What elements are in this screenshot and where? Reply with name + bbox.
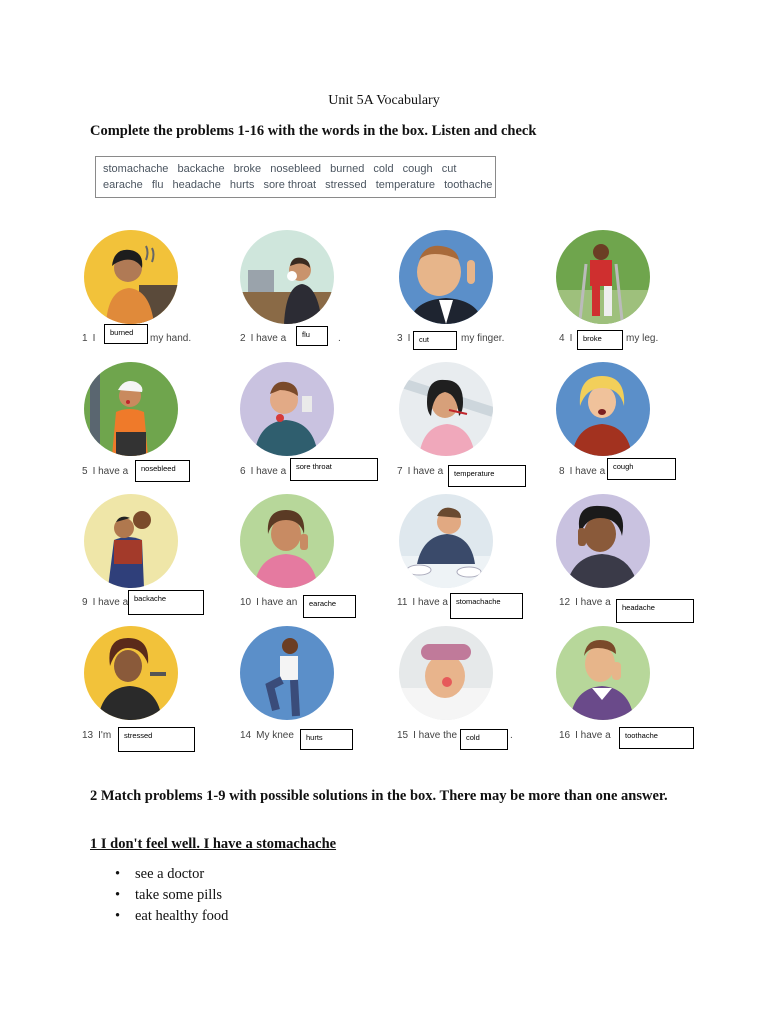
problem-10 bbox=[240, 597, 297, 608]
illustration-cough bbox=[556, 362, 650, 456]
problem-number: 11 bbox=[397, 597, 408, 608]
problem-7 bbox=[397, 466, 443, 477]
problem-text: I have a bbox=[412, 597, 448, 608]
illustration-burned-hand bbox=[84, 230, 178, 324]
illustration-knee-hurts bbox=[240, 626, 334, 720]
problem-15-after: . bbox=[510, 730, 513, 741]
illustration-sore-throat bbox=[240, 362, 334, 456]
word-box-word: cold bbox=[373, 163, 394, 175]
illustration-flu bbox=[240, 230, 334, 324]
answer-box-8[interactable]: cough bbox=[607, 458, 676, 480]
problem-1 bbox=[82, 333, 95, 344]
illustration-broken-leg bbox=[556, 230, 650, 324]
illustration-stomachache bbox=[399, 494, 493, 588]
problem-4-after: my leg. bbox=[626, 333, 659, 344]
illustration-cold bbox=[399, 626, 493, 720]
answer-box-11[interactable]: stomachache bbox=[450, 593, 523, 619]
exercise-2-instruction: 2 Match problems 1-9 with possible solutions in the box. There may be more than one answer. bbox=[90, 788, 668, 804]
problem-text: I have a bbox=[575, 730, 611, 741]
answer-box-3[interactable]: cut bbox=[413, 331, 457, 350]
answer-box-14[interactable]: hurts bbox=[300, 729, 353, 750]
illustration-cut-finger bbox=[399, 230, 493, 324]
answer-box-2[interactable]: flu bbox=[296, 326, 328, 346]
illustration-temperature bbox=[399, 362, 493, 456]
problem-text: I have a bbox=[250, 333, 287, 344]
answer-box-7[interactable]: temperature bbox=[448, 465, 526, 487]
problem-number: 4 bbox=[559, 333, 565, 344]
illustration-toothache bbox=[556, 626, 650, 720]
illustration-backache bbox=[84, 494, 178, 588]
solution-item bbox=[115, 887, 222, 904]
bullet-icon: • bbox=[115, 908, 121, 924]
problem-2 bbox=[240, 333, 286, 344]
word-box-word: earache bbox=[103, 179, 143, 191]
answer-box-15[interactable]: cold bbox=[460, 729, 508, 750]
problem-text: I have a bbox=[92, 466, 129, 477]
problem-5 bbox=[82, 466, 128, 477]
solution-text: take some pills bbox=[135, 887, 222, 903]
illustration-earache bbox=[240, 494, 334, 588]
illustration-headache bbox=[556, 494, 650, 588]
answer-box-4[interactable]: broke bbox=[577, 330, 623, 350]
problem-number: 1 bbox=[82, 333, 88, 344]
exercise-2-question-1: 1 I don't feel well. I have a stomachache bbox=[90, 836, 337, 852]
problem-text: I'm bbox=[98, 730, 112, 741]
word-box-word: sore throat bbox=[263, 179, 317, 191]
word-box-word: nosebleed bbox=[270, 163, 322, 175]
problem-number: 13 bbox=[82, 730, 94, 741]
problem-number: 6 bbox=[240, 466, 246, 477]
word-box-word: backache bbox=[177, 163, 225, 175]
problem-number: 8 bbox=[559, 466, 565, 477]
problem-text: I have a bbox=[575, 597, 611, 608]
page-title: Unit 5A Vocabulary bbox=[328, 93, 440, 108]
problem-6 bbox=[240, 466, 286, 477]
word-box-word: headache bbox=[172, 179, 221, 191]
problem-3-after: my finger. bbox=[461, 333, 505, 344]
problem-13 bbox=[82, 730, 111, 741]
problem-text: I have a bbox=[569, 466, 606, 477]
exercise-1-instruction: Complete the problems 1-16 with the words in the box. Listen and check bbox=[90, 123, 537, 139]
problem-8 bbox=[559, 466, 605, 477]
word-box-word: cut bbox=[441, 163, 457, 175]
problem-number: 5 bbox=[82, 466, 88, 477]
problem-text: I bbox=[407, 333, 411, 344]
problem-text: I bbox=[569, 333, 573, 344]
problem-text: I have a bbox=[92, 597, 129, 608]
word-box-word: temperature bbox=[375, 179, 436, 191]
word-box bbox=[95, 156, 496, 198]
problem-number: 3 bbox=[397, 333, 403, 344]
problem-text: I have a bbox=[250, 466, 287, 477]
answer-box-12[interactable]: headache bbox=[616, 599, 694, 623]
problem-number: 2 bbox=[240, 333, 246, 344]
problem-15 bbox=[397, 730, 457, 741]
problem-14 bbox=[240, 730, 294, 741]
answer-box-1[interactable]: burned bbox=[104, 324, 148, 344]
problem-4 bbox=[559, 333, 572, 344]
problem-number: 16 bbox=[559, 730, 571, 741]
problem-11 bbox=[397, 597, 448, 608]
illustration-stressed bbox=[84, 626, 178, 720]
problem-number: 14 bbox=[240, 730, 252, 741]
problem-number: 9 bbox=[82, 597, 88, 608]
illustration-nosebleed bbox=[84, 362, 178, 456]
problem-9 bbox=[82, 597, 128, 608]
word-box-word: toothache bbox=[444, 179, 493, 191]
problem-12 bbox=[559, 597, 611, 608]
word-box-word: hurts bbox=[229, 179, 255, 191]
solution-item bbox=[115, 908, 228, 925]
solution-text: eat healthy food bbox=[135, 908, 229, 924]
problem-number: 7 bbox=[397, 466, 403, 477]
answer-box-6[interactable]: sore throat bbox=[290, 458, 378, 481]
word-box-row-1 bbox=[103, 161, 488, 177]
word-box-word: flu bbox=[151, 179, 164, 191]
word-box-word: burned bbox=[330, 163, 365, 175]
answer-box-16[interactable]: toothache bbox=[619, 727, 694, 749]
answer-box-13[interactable]: stressed bbox=[118, 727, 195, 752]
problem-number: 10 bbox=[240, 597, 252, 608]
answer-box-9[interactable]: backache bbox=[128, 590, 204, 615]
answer-box-5[interactable]: nosebleed bbox=[135, 460, 190, 482]
bullet-icon: • bbox=[115, 866, 121, 882]
word-box-word: broke bbox=[233, 163, 262, 175]
problem-text: My knee bbox=[256, 730, 294, 741]
solution-text: see a doctor bbox=[135, 866, 205, 882]
problem-text: I bbox=[92, 333, 96, 344]
problem-2-after: . bbox=[338, 333, 341, 344]
problem-number: 15 bbox=[397, 730, 409, 741]
solution-item bbox=[115, 866, 204, 883]
problem-number: 12 bbox=[559, 597, 571, 608]
word-box-word: stressed bbox=[325, 179, 367, 191]
problem-text: I have a bbox=[407, 466, 444, 477]
problem-text: I have the bbox=[413, 730, 458, 741]
problem-3 bbox=[397, 333, 410, 344]
word-box-word: cough bbox=[402, 163, 433, 175]
bullet-icon: • bbox=[115, 887, 121, 903]
problem-1-after: my hand. bbox=[150, 333, 192, 344]
problem-16 bbox=[559, 730, 611, 741]
problem-text: I have an bbox=[256, 597, 298, 608]
word-box-row-2 bbox=[103, 177, 493, 193]
answer-box-10[interactable]: earache bbox=[303, 595, 356, 618]
word-box-word: stomachache bbox=[103, 163, 169, 175]
